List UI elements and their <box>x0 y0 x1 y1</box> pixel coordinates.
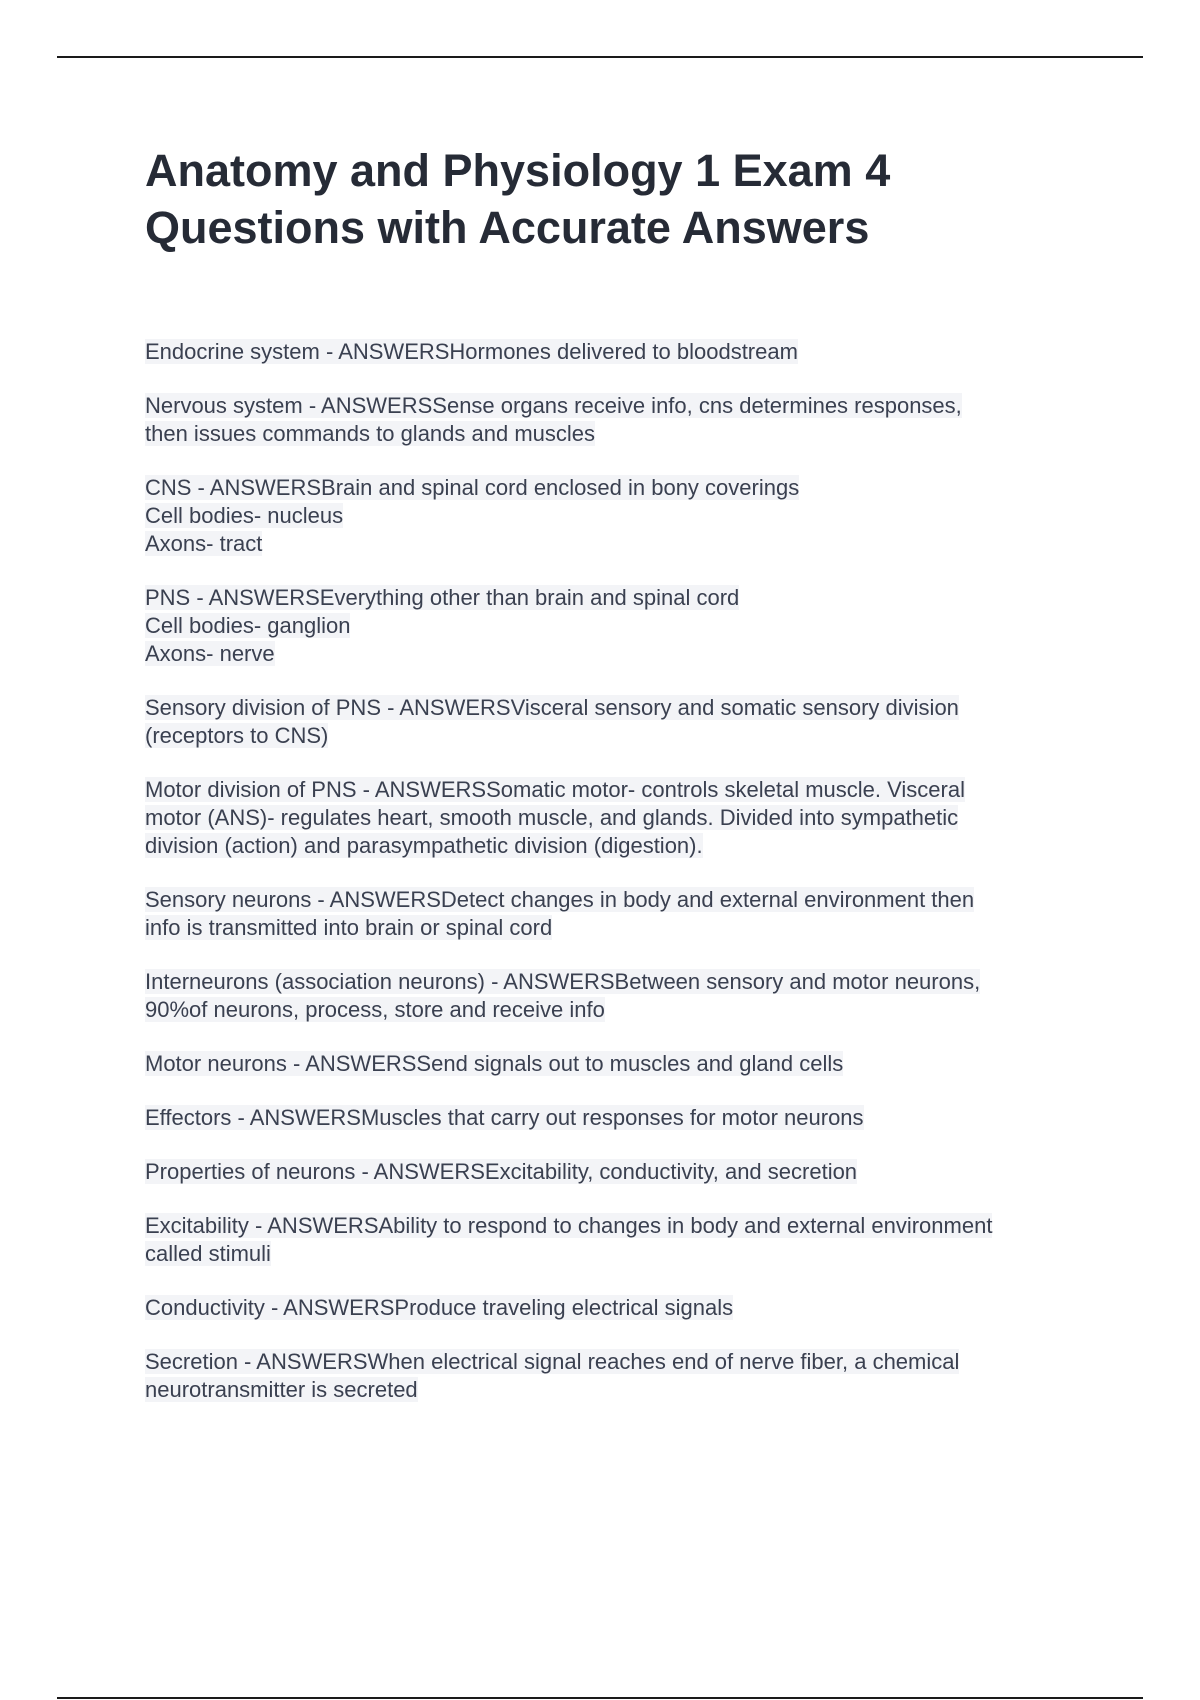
qa-text-line: then issues commands to glands and muscles <box>145 421 596 446</box>
qa-text-line: Motor division of PNS - ANSWERSSomatic motor- controls skeletal muscle. Visceral <box>145 777 965 802</box>
qa-text-line: Interneurons (association neurons) - ANSWERSBetween sensory and motor neurons, <box>145 969 981 994</box>
qa-list <box>145 338 1095 1430</box>
qa-item <box>145 1158 1095 1186</box>
qa-text-line: Endocrine system - ANSWERSHormones delivered to bloodstream <box>145 339 798 364</box>
qa-item <box>145 886 1095 942</box>
qa-text-line: Cell bodies- ganglion <box>145 613 351 638</box>
bottom-rule <box>57 1697 1143 1699</box>
qa-item <box>145 1294 1095 1322</box>
qa-text-line: motor (ANS)- regulates heart, smooth muscle, and glands. Divided into sympathetic <box>145 805 959 830</box>
qa-text-line: Axons- nerve <box>145 641 275 666</box>
qa-text-line: CNS - ANSWERSBrain and spinal cord enclosed in bony coverings <box>145 475 800 500</box>
qa-item <box>145 968 1095 1024</box>
qa-text-line: division (action) and parasympathetic division (digestion). <box>145 833 703 858</box>
qa-item <box>145 1348 1095 1404</box>
qa-text-line: Properties of neurons - ANSWERSExcitability, conductivity, and secretion <box>145 1159 858 1184</box>
qa-text-line: Axons- tract <box>145 531 263 556</box>
qa-text-line: Nervous system - ANSWERSSense organs receive info, cns determines responses, <box>145 393 962 418</box>
qa-text-line: called stimuli <box>145 1241 271 1266</box>
qa-text-line: Sensory division of PNS - ANSWERSVisceral sensory and somatic sensory division <box>145 695 959 720</box>
qa-item <box>145 694 1095 750</box>
qa-item <box>145 474 1095 558</box>
top-rule <box>57 56 1143 58</box>
qa-item <box>145 1212 1095 1268</box>
qa-text-line: Sensory neurons - ANSWERSDetect changes in body and external environment then <box>145 887 975 912</box>
title-line-2: Questions with Accurate Answers <box>145 202 870 253</box>
qa-item <box>145 776 1095 860</box>
qa-text-line: info is transmitted into brain or spinal cord <box>145 915 553 940</box>
qa-text-line: 90%of neurons, process, store and receive info <box>145 997 605 1022</box>
qa-text-line: Effectors - ANSWERSMuscles that carry out responses for motor neurons <box>145 1105 864 1130</box>
qa-text-line: Excitability - ANSWERSAbility to respond to changes in body and external environment <box>145 1213 993 1238</box>
qa-text-line: neurotransmitter is secreted <box>145 1377 418 1402</box>
title-line-1: Anatomy and Physiology 1 Exam 4 <box>145 145 891 196</box>
qa-item <box>145 1050 1095 1078</box>
qa-text-line: PNS - ANSWERSEverything other than brain and spinal cord <box>145 585 740 610</box>
page-title <box>145 142 1085 256</box>
qa-item <box>145 392 1095 448</box>
qa-text-line: Motor neurons - ANSWERSSend signals out to muscles and gland cells <box>145 1051 844 1076</box>
qa-text-line: Cell bodies- nucleus <box>145 503 344 528</box>
qa-item <box>145 584 1095 668</box>
qa-item <box>145 338 1095 366</box>
qa-text-line: Conductivity - ANSWERSProduce traveling electrical signals <box>145 1295 734 1320</box>
qa-text-line: (receptors to CNS) <box>145 723 329 748</box>
qa-text-line: Secretion - ANSWERSWhen electrical signal reaches end of nerve fiber, a chemical <box>145 1349 960 1374</box>
qa-item <box>145 1104 1095 1132</box>
